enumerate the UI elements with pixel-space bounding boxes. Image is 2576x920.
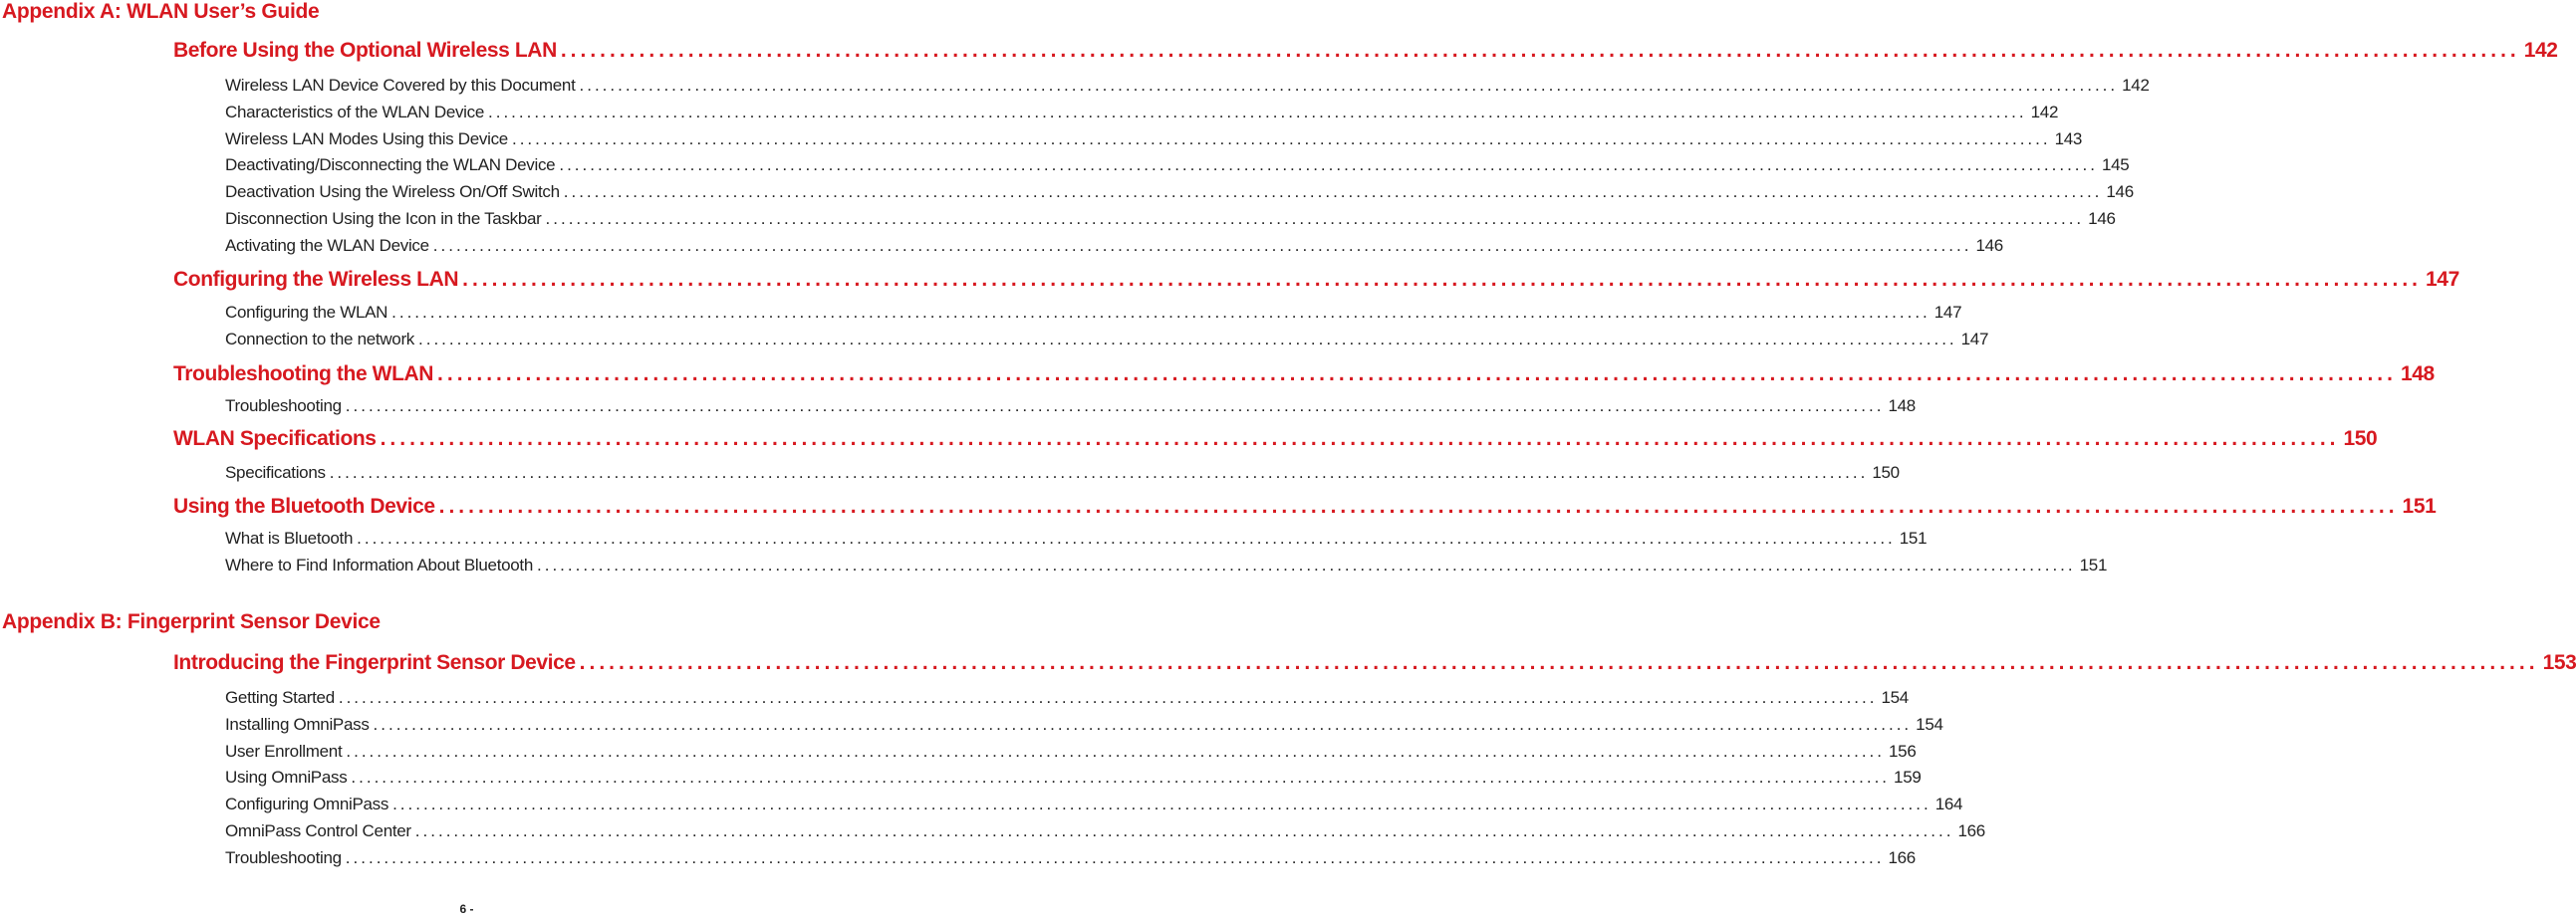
toc-item-title: Configuring the WLAN	[225, 303, 388, 322]
dot-leader: ........................................................................................................................................................................................................	[392, 795, 1932, 813]
toc-item-row[interactable]	[225, 209, 2116, 229]
toc-item-title: User Enrollment	[225, 742, 343, 761]
toc-item-page: 146	[2106, 182, 2134, 201]
appendix-a-title: Appendix A: WLAN User’s Guide	[2, 0, 320, 23]
toc-item-page: 151	[2079, 556, 2108, 575]
toc-item-page: 154	[1881, 688, 1909, 707]
toc-item-row[interactable]	[225, 715, 1943, 735]
toc-item-page: 156	[1889, 742, 1917, 761]
toc-section-row[interactable]	[173, 427, 2378, 451]
toc-item-page: 151	[1899, 529, 1928, 548]
toc-item-page: 147	[1933, 303, 1962, 322]
toc-item-title: Configuring OmniPass	[225, 795, 389, 813]
page-number-footer: 6 -	[459, 902, 474, 916]
toc-item-page: 154	[1916, 715, 1943, 734]
dot-leader: ........................................................................................................................................................................................................	[418, 330, 1957, 348]
dot-leader: ........................................................................................................................................................................................................	[559, 155, 2098, 174]
toc-item-title: Connection to the network	[225, 330, 415, 348]
dot-leader: ........................................................................................................................................................................................................	[488, 103, 2027, 121]
toc-item-title: What is Bluetooth	[225, 529, 354, 548]
dot-leader: ........................................................................................................................................................................................................	[329, 463, 1869, 482]
toc-section-page: 151	[2402, 495, 2437, 518]
toc-item-title: Wireless LAN Device Covered by this Document	[225, 76, 576, 95]
toc-section-page: 147	[2426, 268, 2459, 291]
dot-leader: ........................................................................................................................................................................................................	[373, 715, 1913, 734]
toc-item-title: Wireless LAN Modes Using this Device	[225, 129, 508, 148]
toc-item-page: 143	[2054, 129, 2083, 148]
dot-leader: ........................................................................................................................................................................................................	[345, 396, 1885, 415]
dot-leader: ........................................................................................................................................................................................................	[560, 39, 2520, 62]
dot-leader: ........................................................................................................................................................................................................	[579, 651, 2539, 674]
toc-item-row[interactable]	[225, 155, 2130, 175]
dot-leader: ........................................................................................................................................................................................................	[437, 362, 2397, 385]
appendix-b-title: Appendix B: Fingerprint Sensor Device	[2, 610, 381, 633]
toc-item-page: 164	[1934, 795, 1963, 813]
toc-item-row[interactable]	[225, 236, 2003, 256]
toc-section-title: Using the Bluetooth Device	[173, 495, 435, 518]
toc-section-title: Introducing the Fingerprint Sensor Device	[173, 651, 576, 674]
toc-item-row[interactable]	[225, 742, 1917, 762]
dot-leader: ........................................................................................................................................................................................................	[432, 236, 1972, 255]
dot-leader: ........................................................................................................................................................................................................	[511, 129, 2051, 148]
toc-item-title: OmniPass Control Center	[225, 821, 411, 840]
toc-section-row[interactable]	[173, 39, 2558, 63]
toc-item-row[interactable]	[225, 103, 2059, 122]
toc-section-page: 148	[2400, 362, 2435, 385]
toc-section-title: Configuring the Wireless LAN	[173, 268, 459, 291]
toc-item-row[interactable]	[225, 688, 1909, 708]
toc-item-row[interactable]	[225, 463, 1900, 483]
toc-item-row[interactable]	[225, 182, 2134, 202]
toc-item-page: 166	[1957, 821, 1985, 840]
dot-leader: ........................................................................................................................................................................................................	[563, 182, 2103, 201]
toc-section-row[interactable]	[173, 495, 2437, 519]
toc-item-title: Activating the WLAN Device	[225, 236, 429, 255]
toc-item-page: 146	[1975, 236, 2003, 255]
toc-section-page: 142	[2523, 39, 2558, 62]
toc-item-title: Deactivating/Disconnecting the WLAN Device	[225, 155, 556, 174]
dot-leader: ........................................................................................................................................................................................................	[579, 76, 2119, 95]
toc-item-row[interactable]	[225, 848, 1916, 868]
toc-section-title: Troubleshooting the WLAN	[173, 362, 434, 385]
toc-item-row[interactable]	[225, 768, 1922, 788]
toc-item-page: 145	[2101, 155, 2130, 174]
toc-item-page: 142	[2030, 103, 2059, 121]
toc-item-title: Specifications	[225, 463, 326, 482]
dot-leader: ........................................................................................................................................................................................................	[537, 556, 2076, 575]
toc-item-row[interactable]	[225, 795, 1963, 814]
dot-leader: ........................................................................................................................................................................................................	[345, 848, 1885, 867]
toc-item-row[interactable]	[225, 396, 1916, 416]
toc-item-page: 142	[2122, 76, 2150, 95]
dot-leader: ........................................................................................................................................................................................................	[391, 303, 1931, 322]
dot-leader: ........................................................................................................................................................................................................	[545, 209, 2085, 228]
toc-section-page: 150	[2343, 427, 2378, 450]
toc-item-row[interactable]	[225, 303, 1962, 323]
toc-item-page: 146	[2088, 209, 2116, 228]
toc-item-page: 159	[1894, 768, 1922, 787]
dot-leader: ........................................................................................................................................................................................................	[351, 768, 1891, 787]
toc-section-row[interactable]	[173, 268, 2459, 292]
toc-item-title: Troubleshooting	[225, 396, 342, 415]
toc-item-row[interactable]	[225, 821, 1985, 841]
toc-item-page: 147	[1960, 330, 1989, 348]
toc-item-title: Getting Started	[225, 688, 335, 707]
toc-item-row[interactable]	[225, 330, 1989, 349]
toc-item-title: Using OmniPass	[225, 768, 348, 787]
toc-item-page: 150	[1872, 463, 1900, 482]
dot-leader: ........................................................................................................................................................................................................	[338, 688, 1878, 707]
toc-item-row[interactable]	[225, 76, 2150, 96]
toc-item-title: Installing OmniPass	[225, 715, 370, 734]
dot-leader: ........................................................................................................................................................................................................	[414, 821, 1954, 840]
toc-item-title: Where to Find Information About Bluetooth	[225, 556, 533, 575]
toc-section-page: 153	[2542, 651, 2576, 674]
toc-item-page: 148	[1888, 396, 1916, 415]
toc-item-page: 166	[1888, 848, 1916, 867]
dot-leader: ........................................................................................................................................................................................................	[438, 495, 2399, 518]
toc-item-title: Disconnection Using the Icon in the Taskbar	[225, 209, 542, 228]
dot-leader: ........................................................................................................................................................................................................	[462, 268, 2423, 291]
dot-leader: ........................................................................................................................................................................................................	[346, 742, 1886, 761]
toc-item-title: Troubleshooting	[225, 848, 342, 867]
toc-item-title: Characteristics of the WLAN Device	[225, 103, 484, 121]
toc-item-row[interactable]	[225, 129, 2083, 149]
toc-section-title: Before Using the Optional Wireless LAN	[173, 39, 557, 62]
toc-section-row[interactable]	[173, 651, 2576, 675]
dot-leader: ........................................................................................................................................................................................................	[357, 529, 1896, 548]
toc-item-title: Deactivation Using the Wireless On/Off Switch	[225, 182, 560, 201]
toc-item-row[interactable]	[225, 529, 1928, 549]
dot-leader: ........................................................................................................................................................................................................	[380, 427, 2340, 450]
toc-section-title: WLAN Specifications	[173, 427, 377, 450]
toc-section-row[interactable]	[173, 362, 2435, 386]
toc-item-row[interactable]	[225, 556, 2108, 575]
